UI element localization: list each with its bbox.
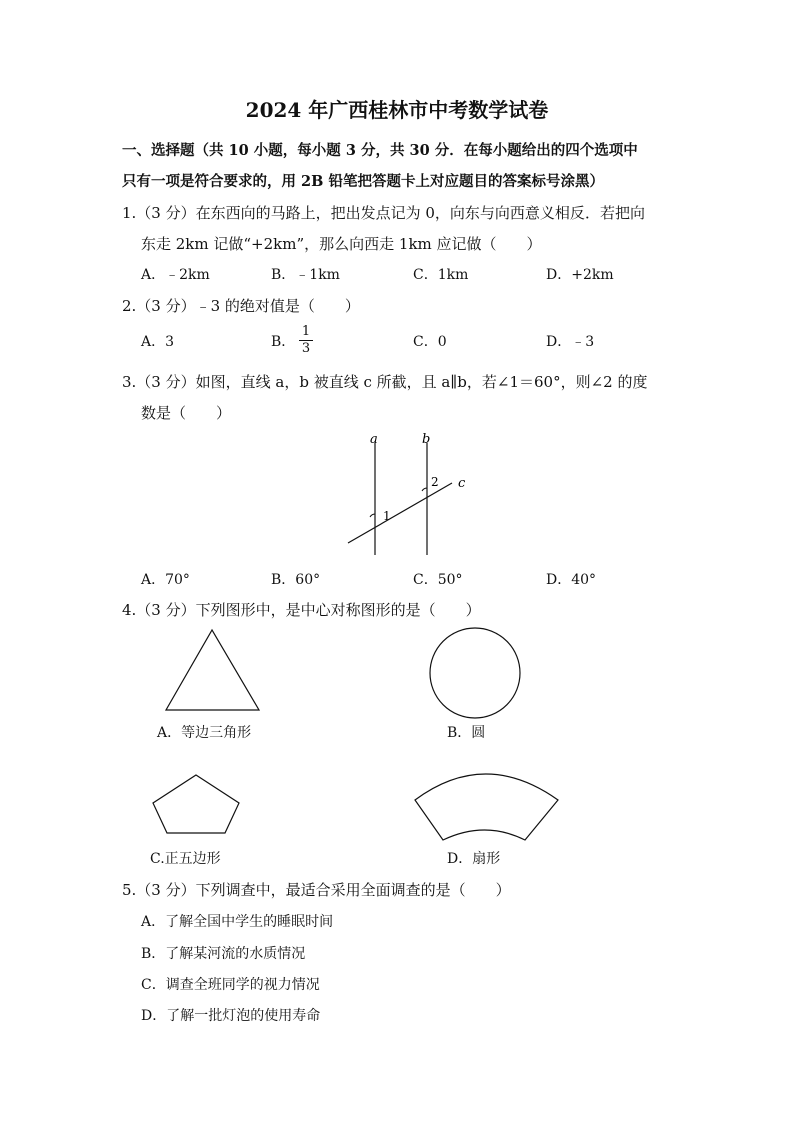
question-4-caption-c: C.正五边形 (150, 851, 221, 867)
section-header-line-1: 一、选择题（共 10 小题，每小题 3 分，共 30 分．在每小题给出的四个选项中 (122, 142, 638, 159)
question-5-option-d: D．了解一批灯泡的使用寿命 (141, 1008, 321, 1024)
question-3-option-d: D．40° (546, 572, 597, 588)
question-1-option-a: A．﹣2km (141, 267, 210, 283)
angle-2-arc (422, 488, 427, 491)
question-1-stem: 1.（3 分）在东西向的马路上，把出发点记为 0，向东与向西意义相反．若把向 (122, 204, 645, 222)
question-3-stem: 3.（3 分）如图，直线 a，b 被直线 c 所截，且 a∥b，若∠1＝60°，则∠2 的度 (122, 373, 648, 391)
question-4-caption-d: D．扇形 (447, 851, 501, 867)
question-3-stem-cont: 数是（ ） (141, 404, 232, 422)
question-5-option-b: B．了解某河流的水质情况 (141, 946, 306, 962)
page-title: 2024 年广西桂林市中考数学试卷 (245, 98, 549, 122)
equilateral-triangle-figure (150, 620, 280, 720)
question-4-stem: 4.（3 分）下列图形中，是中心对称图形的是（ ） (122, 601, 481, 619)
label-angle-1: 1 (383, 509, 391, 523)
question-2-option-a: A．3 (141, 334, 175, 350)
question-1-stem-cont: 东走 2km 记做“+2km”，那么向西走 1km 应记做（ ） (141, 235, 542, 253)
sector-figure (405, 760, 575, 845)
question-4-caption-b: B．圆 (447, 725, 486, 741)
question-2-option-b-fraction (299, 325, 313, 356)
regular-pentagon-figure (145, 765, 250, 845)
question-1-option-b: B．﹣1km (271, 267, 340, 283)
label-c: c (458, 476, 466, 491)
question-5-option-c: C．调查全班同学的视力情况 (141, 977, 320, 993)
label-b: b (422, 432, 431, 447)
question-4-caption-a: A．等边三角形 (157, 725, 252, 741)
section-header-line-2: 只有一项是符合要求的，用 2B 铅笔把答题卡上对应题目的答案标号涂黑） (122, 173, 604, 190)
question-5-stem: 5.（3 分）下列调查中，最适合采用全面调查的是（ ） (122, 881, 511, 899)
question-2-stem: 2.（3 分）﹣3 的绝对值是（ ） (122, 297, 360, 315)
circle-figure (420, 625, 530, 725)
label-angle-2: 2 (431, 475, 439, 489)
question-3-option-c: C．50° (413, 572, 463, 588)
question-2-option-d: D．﹣3 (546, 334, 595, 350)
label-a: a (370, 432, 378, 447)
fraction-denominator: 3 (301, 341, 311, 356)
question-2-option-c: C．0 (413, 334, 447, 350)
question-1-option-d: D．+2km (546, 267, 614, 283)
line-c (348, 483, 452, 543)
fraction-numerator: 1 (299, 325, 313, 341)
parallel-lines-figure (330, 425, 480, 565)
angle-1-arc (370, 514, 375, 517)
question-3-option-a: A．70° (141, 572, 190, 588)
question-3-option-b: B．60° (271, 572, 321, 588)
question-2-option-b-prefix: B． (271, 334, 296, 350)
question-1-option-c: C．1km (413, 267, 469, 283)
question-5-option-a: A．了解全国中学生的睡眠时间 (141, 914, 334, 930)
